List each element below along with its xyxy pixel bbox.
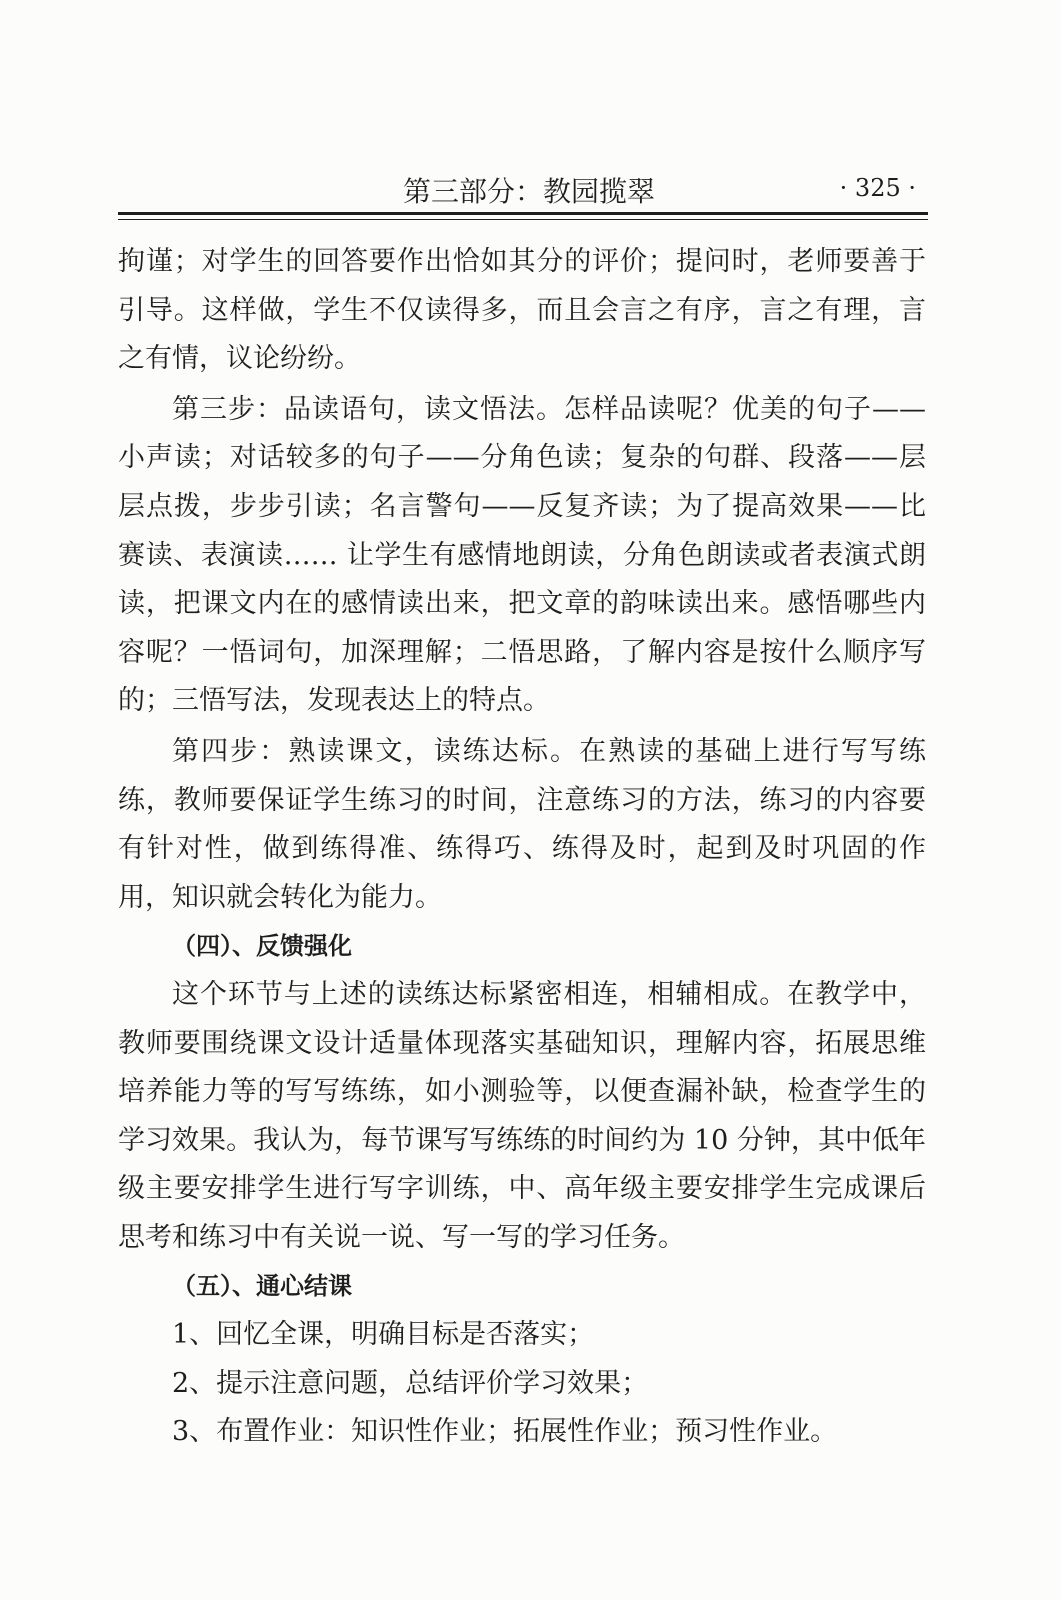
paragraph-feedback: 这个环节与上述的读练达标紧密相连，相辅相成。在教学中，教师要围绕课文设计适量体现落实基础知识，理解内容，拓展思维培养能力等的写写练练，如小测验等，以便查漏补缺，检查学生的学习效果。我认为，每节课写写练练的时间约为 10 分钟，其中低年级主要安排学生进行写字训练，中、高年级主要安排学生完成课后思考和练习中有关说一说、写一写的学习任务。 [118,978,926,1253]
list-item: 2、提示注意问题，总结评价学习效果； [172,1367,649,1399]
paragraph-step-three: 第三步：品读语句，读文悟法。怎样品读呢？优美的句子——小声读；对话较多的句子——分角色读；复杂的句群、段落——层层点拨，步步引读；名言警句——反复齐读；为了提高效果——比赛读、表演读…… 让学生有感情地朗读，分角色朗读或者表演式朗读，把课文内在的感情读出来，把文章的韵味读出来。感悟哪些内容呢？一悟词句，加深理解；二悟思路，了解内容是按什么顺序写的；三悟写法，发现表达上的特点。 [118,393,926,717]
paragraph-continued: 拘谨；对学生的回答要作出恰如其分的评价；提问时，老师要善于引导。这样做，学生不仅读得多，而且会言之有序，言之有理，言之有情，议论纷纷。 [118,246,926,375]
header-rule-thin [118,219,928,220]
paragraph-step-four: 第四步：熟读课文，读练达标。在熟读的基础上进行写写练练，教师要保证学生练习的时间，注意练习的方法，练习的内容要有针对性，做到练得准、练得巧、练得及时，起到及时巩固的作用，知识就会转化为能力。 [118,735,926,913]
header-rule-thick [118,212,928,215]
page-body [118,238,926,1457]
running-header [118,168,928,210]
section-heading-feedback: （四）、反馈强化 [172,932,352,961]
section-heading-closing: （五）、通心结课 [172,1272,352,1301]
list-item: 1、回忆全课，明确目标是否落实； [172,1319,595,1351]
list-item: 3、布置作业：知识性作业；拓展性作业；预习性作业。 [172,1416,838,1448]
page-number: · 325 · [839,174,916,202]
section-title: 第三部分：教园揽翠 [403,175,656,208]
